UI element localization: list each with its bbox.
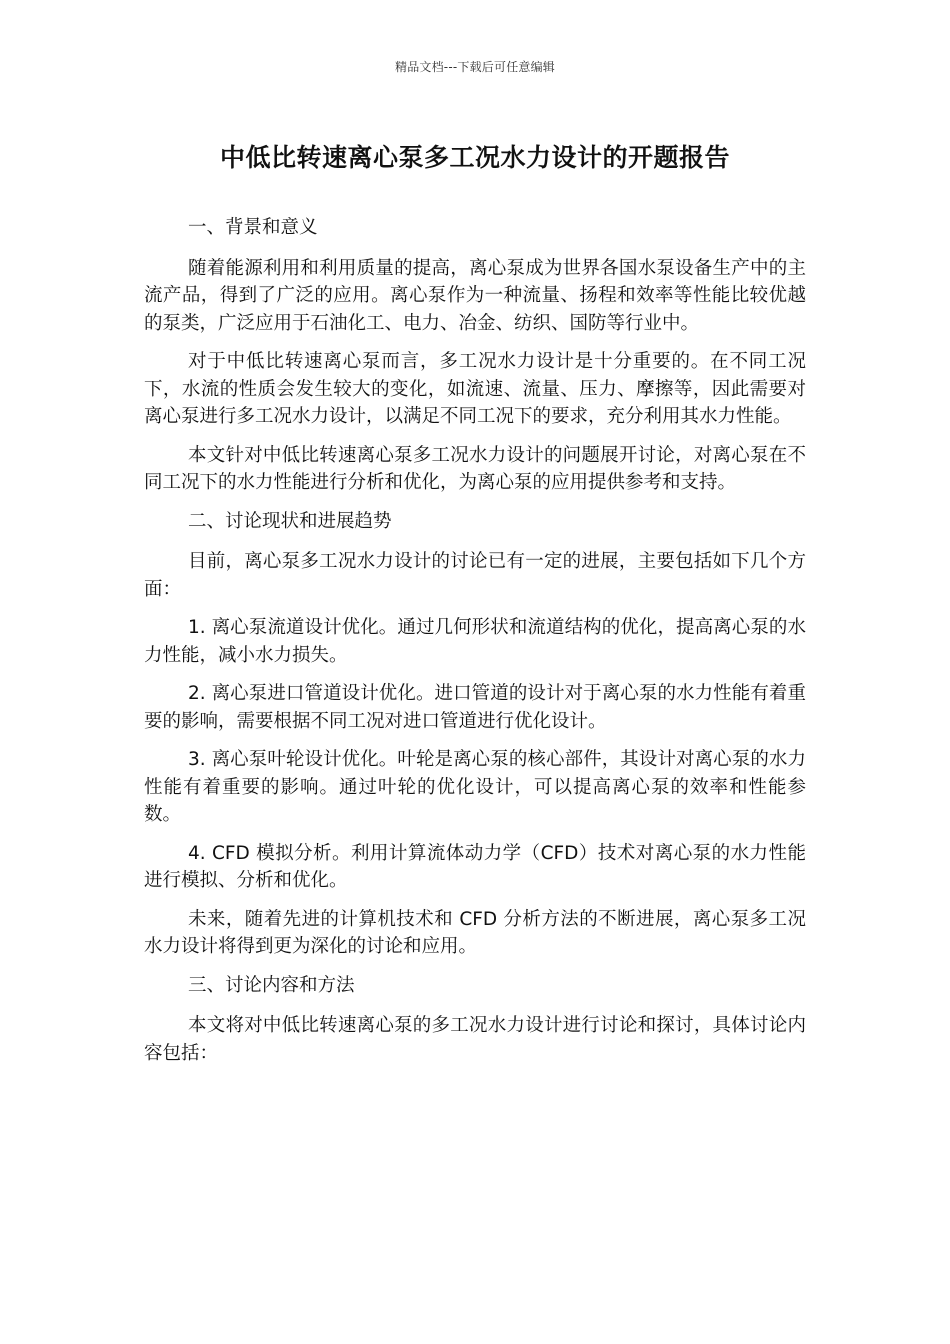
section-research-content xyxy=(144,972,806,1068)
header-note: 精品文档---下载后可任意编辑 xyxy=(395,60,555,74)
list-item: 2. 离心泵进口管道设计优化。进口管道的设计对于离心泵的水力性能有着重要的影响，需要根据不同工况对进口管道进行优化设计。 xyxy=(144,683,806,732)
paragraph: 未来，随着先进的计算机技术和 CFD 分析方法的不断进展，离心泵多工况水力设计将得到更为深化的讨论和应用。 xyxy=(144,908,806,957)
paragraph: 目前，离心泵多工况水力设计的讨论已有一定的进展，主要包括如下几个方面： xyxy=(144,551,806,600)
document-title: 中低比转速离心泵多工况水力设计的开题报告 xyxy=(219,143,730,172)
document-body xyxy=(144,214,806,1078)
list-item: 3. 离心泵叶轮设计优化。叶轮是离心泵的核心部件，其设计对离心泵的水力性能有着重要的影响。通过叶轮的优化设计，可以提高离心泵的效率和性能参数。 xyxy=(144,749,806,825)
section-heading: 一、背景和意义 xyxy=(188,217,318,238)
list-item: 1. 离心泵流道设计优化。通过几何形状和流道结构的优化，提高离心泵的水力性能，减小水力损失。 xyxy=(144,617,806,666)
section-research-status xyxy=(144,508,806,961)
section-heading: 二、讨论现状和进展趋势 xyxy=(188,510,392,532)
paragraph: 本文针对中低比转速离心泵多工况水力设计的问题展开讨论，对离心泵在不同工况下的水力性能进行分析和优化，为离心泵的应用提供参考和支持。 xyxy=(144,444,806,493)
list-item: 4. CFD 模拟分析。利用计算流体动力学（CFD）技术对离心泵的水力性能进行模拟、分析和优化。 xyxy=(144,842,806,891)
paragraph: 对于中低比转速离心泵而言，多工况水力设计是十分重要的。在不同工况下，水流的性质会发生较大的变化，如流速、流量、压力、摩擦等，因此需要对离心泵进行多工况水力设计，以满足不同工况下的要求，充分利用其水力性能。 xyxy=(144,351,806,427)
section-heading: 三、讨论内容和方法 xyxy=(188,974,355,996)
paragraph: 随着能源利用和利用质量的提高，离心泵成为世界各国水泵设备生产中的主流产品，得到了广泛的应用。离心泵作为一种流量、扬程和效率等性能比较优越的泵类，广泛应用于石油化工、电力、冶金、纺织、国防等行业中。 xyxy=(144,257,806,334)
paragraph: 本文将对中低比转速离心泵的多工况水力设计进行讨论和探讨，具体讨论内容包括： xyxy=(144,1015,806,1064)
section-background xyxy=(144,214,806,497)
